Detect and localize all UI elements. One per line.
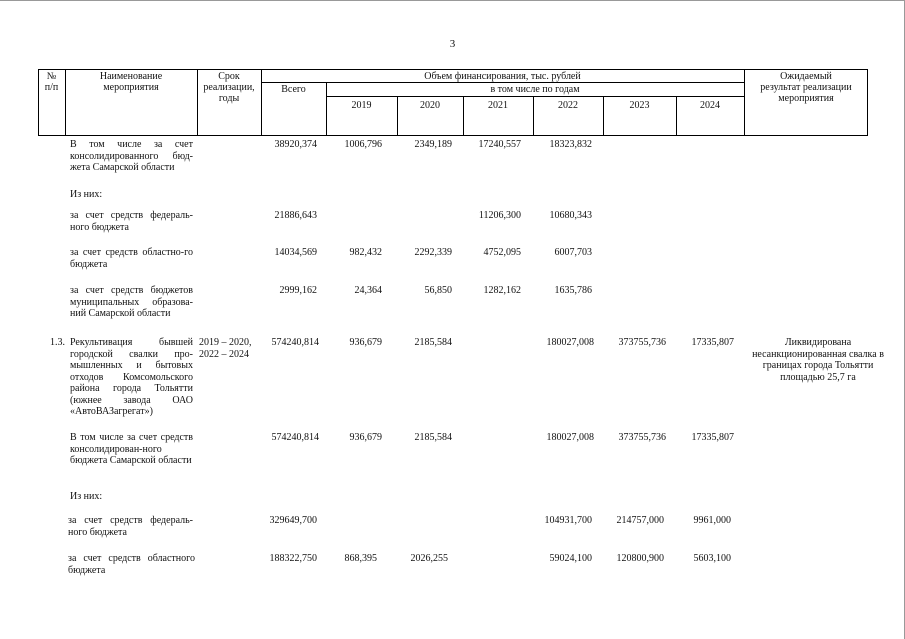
row-2020: 2185,584 (414, 432, 452, 443)
row-name: за счет средств федераль-ного бюджета (70, 210, 193, 233)
header-by-years: в том числе по годам (490, 84, 580, 95)
row-2021: 11206,300 (478, 210, 521, 221)
row-2020: 2185,584 (414, 337, 452, 348)
row-2019: 936,679 (349, 432, 382, 443)
header-year: 2024 (700, 100, 720, 111)
row-name: В том числе за счет консолидированного бюд-жета Самарской области (70, 139, 193, 173)
row-2021: 17240,557 (478, 139, 521, 150)
row-2022: 59024,100 (549, 553, 592, 564)
row-2019: 24,364 (354, 285, 382, 296)
row-total: 14034,569 (274, 247, 317, 258)
row-name: за счет средств федераль-ного бюджета (68, 515, 193, 538)
row-2023: 120800,900 (616, 553, 664, 564)
row-2023: 214757,000 (616, 515, 664, 526)
row-2021: 4752,095 (483, 247, 521, 258)
row-2022: 1635,786 (554, 285, 592, 296)
row-name: за счет средств областно-го бюджета (70, 247, 193, 270)
row-2019: 1006,796 (344, 139, 382, 150)
row-name: Из них: (70, 189, 103, 200)
row-name: за счет средств бюджетов муниципальных образова-ний Самарской области (70, 285, 193, 319)
row-2024: 17335,807 (691, 337, 734, 348)
header-divider (261, 82, 744, 83)
row-total: 2999,162 (279, 285, 317, 296)
header-year: 2022 (558, 100, 578, 111)
row-2022: 180027,008 (546, 432, 594, 443)
header-funding: Объем финансирования, тыс. рублей (424, 71, 581, 82)
row-2022: 18323,832 (549, 139, 592, 150)
row-result: Ликвидирована несанкционированная свалка в границах города Тольятти площадью 25,7 га (752, 337, 884, 383)
header-year: 2023 (629, 100, 650, 111)
header-year: 2021 (488, 100, 508, 111)
row-2022: 104931,700 (544, 515, 592, 526)
row-2019: 868,395 (344, 553, 377, 564)
header-result: Ожидаемый результат реализации мероприятия (760, 71, 852, 104)
row-2023: 373755,736 (618, 432, 666, 443)
row-2020: 2292,339 (414, 247, 452, 258)
header-year: 2019 (351, 100, 372, 111)
row-2019: 936,679 (349, 337, 382, 348)
row-2024: 17335,807 (691, 432, 734, 443)
header-year: 2020 (420, 100, 440, 111)
header-divider (326, 96, 744, 97)
row-2022: 6007,703 (554, 247, 592, 258)
row-total: 188322,750 (269, 553, 317, 564)
row-2020: 2026,255 (410, 553, 448, 564)
row-2021: 1282,162 (483, 285, 521, 296)
row-2020: 56,850 (424, 285, 452, 296)
row-name: Рекультивация бывшей городской свалки про-мышленных и бытовых отходов Комсомольского района города Тольятти (южнее завода ОАО «АвтоВАЗагрегат») (70, 337, 193, 417)
scan-top-edge (0, 0, 905, 1)
row-number: 1.3. (50, 337, 65, 348)
header-number: № п/п (44, 71, 59, 93)
row-total: 329649,700 (269, 515, 317, 526)
row-total: 21886,643 (274, 210, 317, 221)
header-total: Всего (281, 84, 306, 95)
row-2024: 5603,100 (693, 553, 731, 564)
header-name: Наименование мероприятия (99, 71, 163, 93)
row-2022: 180027,008 (546, 337, 594, 348)
row-name: Из них: (70, 491, 103, 502)
row-total: 574240,814 (271, 432, 319, 443)
page-number: 3 (449, 38, 456, 50)
row-total: 574240,814 (271, 337, 319, 348)
row-total: 38920,374 (274, 139, 317, 150)
row-2019: 982,432 (349, 247, 382, 258)
row-2024: 9961,000 (693, 515, 731, 526)
header-term: Срок реализации, годы (203, 71, 255, 104)
row-2022: 10680,343 (549, 210, 592, 221)
row-term: 2019 – 2020, 2022 – 2024 (199, 337, 252, 360)
row-2023: 373755,736 (618, 337, 666, 348)
row-2020: 2349,189 (414, 139, 452, 150)
row-name: В том числе за счет средств консолидирован-ного бюджета Самарской области (70, 432, 193, 466)
row-name: за счет средств областного бюджета (68, 553, 195, 576)
